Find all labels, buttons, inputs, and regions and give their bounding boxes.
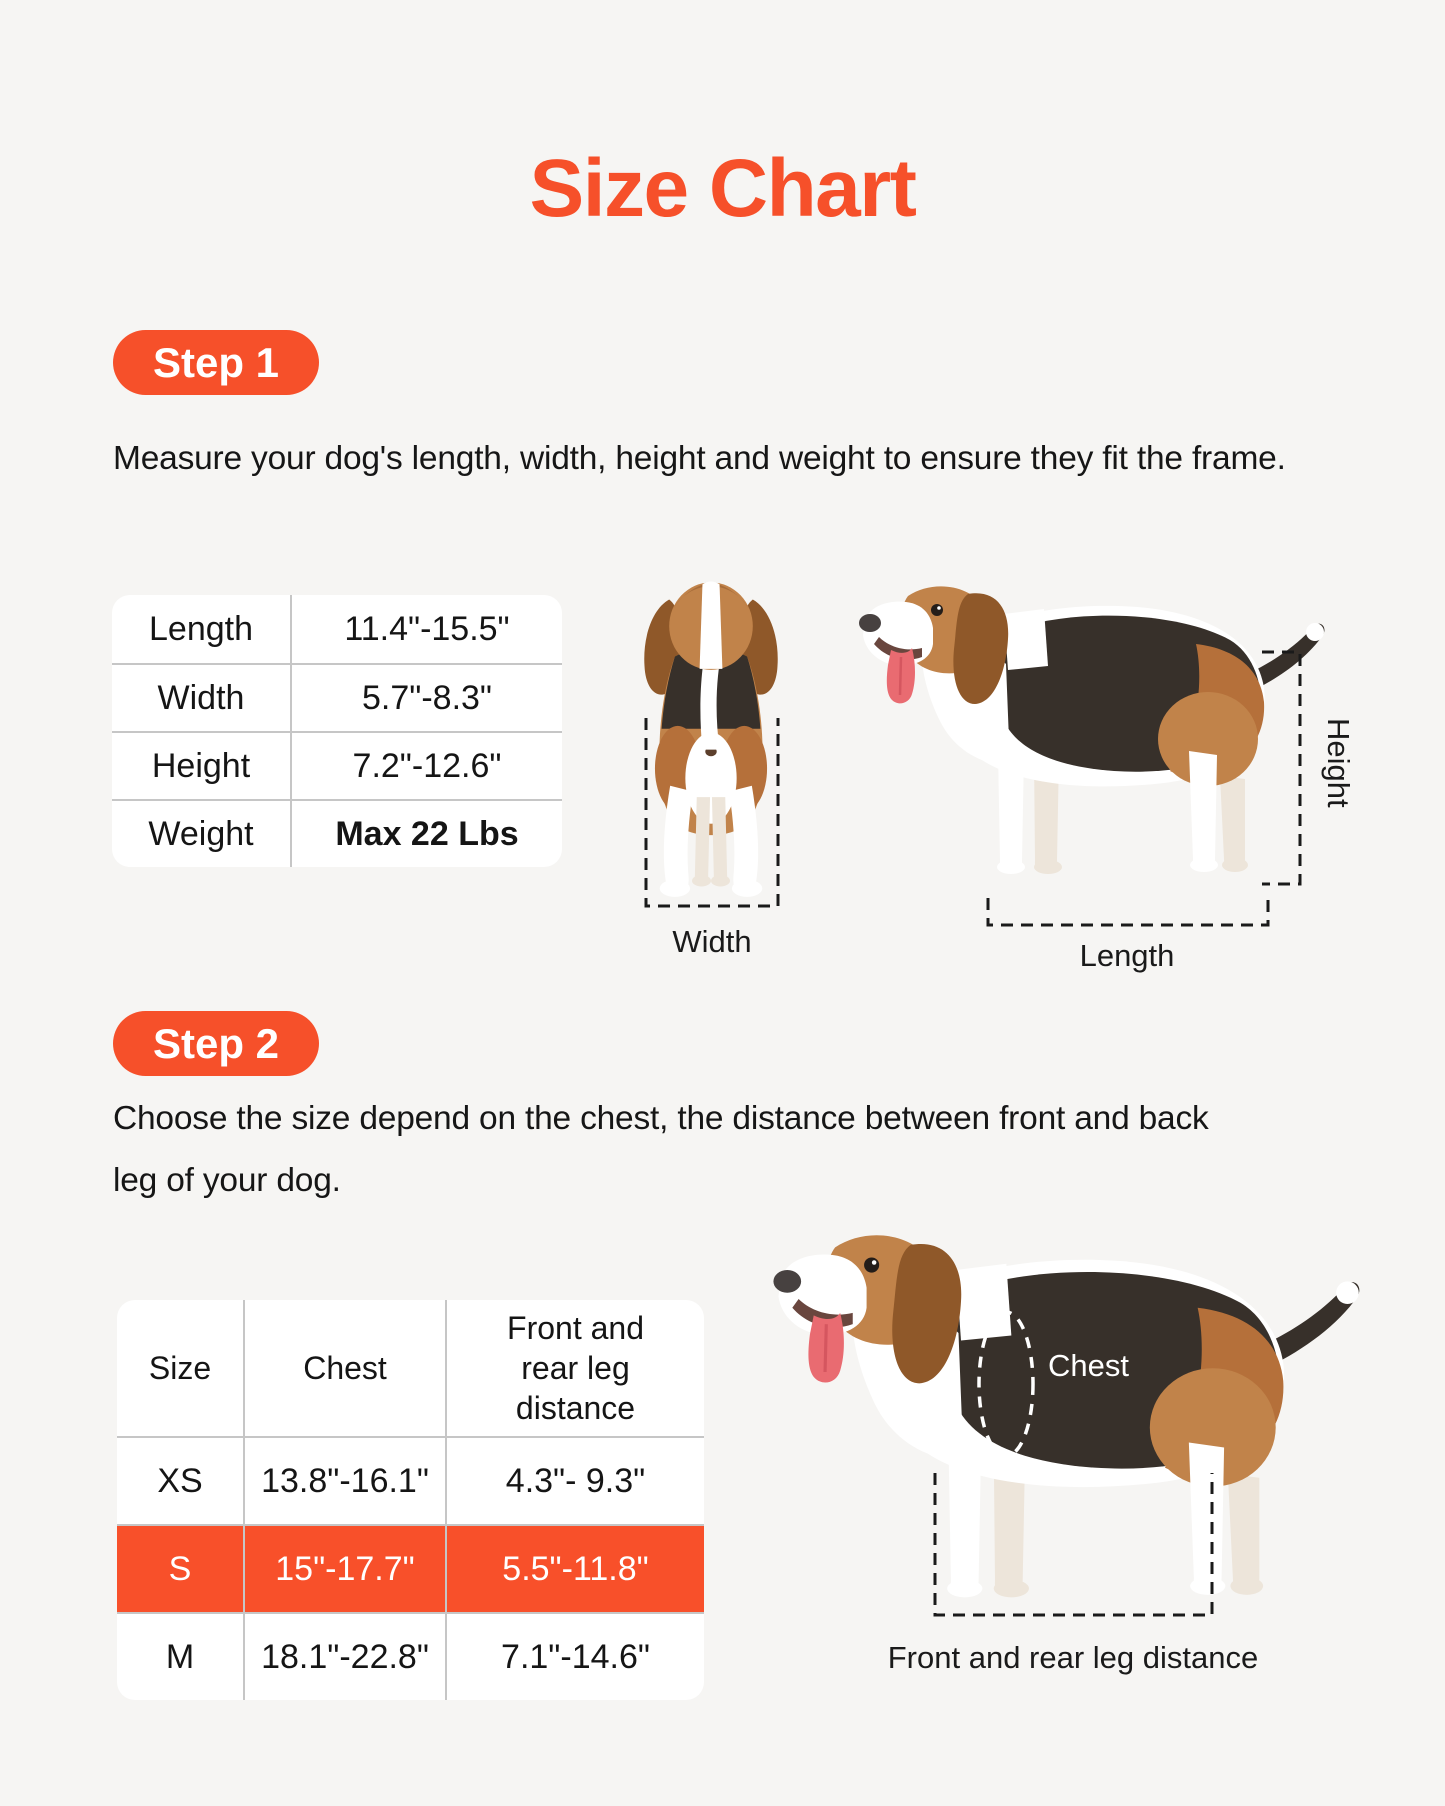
column-header-size: Size xyxy=(117,1300,245,1436)
length-label: Length xyxy=(1079,938,1175,973)
table-row xyxy=(112,799,562,867)
chest-cell: 13.8"-16.1" xyxy=(245,1438,447,1524)
step2-description-line2: leg of your dog. xyxy=(113,1162,341,1199)
step2-size-table xyxy=(117,1300,704,1700)
table-row xyxy=(112,731,562,799)
width-label: Width xyxy=(672,924,752,959)
chest-cell: 15"-17.7" xyxy=(245,1526,447,1612)
column-header-chest: Chest xyxy=(245,1300,447,1436)
leg-cell: 4.3"- 9.3" xyxy=(505,1461,646,1500)
row-value: 11.4"-15.5" xyxy=(344,609,510,648)
leg-cell: 7.1"-14.6" xyxy=(501,1637,650,1676)
length-measure-bracket xyxy=(986,898,1270,928)
size-row-m xyxy=(117,1612,704,1700)
row-label: Weight xyxy=(112,801,292,867)
row-value: Max 22 Lbs xyxy=(335,814,519,853)
step1-badge: Step 1 xyxy=(113,330,319,395)
table-row xyxy=(112,595,562,663)
dog-side-view-illustration xyxy=(858,552,1328,892)
chest-label: Chest xyxy=(1048,1348,1129,1383)
size-row-s-highlighted xyxy=(117,1524,704,1612)
leg-distance-label: Front and rear leg distance xyxy=(887,1640,1259,1675)
step1-measurement-table xyxy=(112,595,562,867)
dog-side-view-illustration xyxy=(772,1192,1364,1620)
size-cell: XS xyxy=(117,1438,245,1524)
size-row-xs xyxy=(117,1436,704,1524)
chest-cell: 18.1"-22.8" xyxy=(245,1614,447,1700)
table-row xyxy=(112,663,562,731)
size-cell: S xyxy=(117,1526,245,1612)
row-value: 7.2"-12.6" xyxy=(352,746,502,785)
dog-rear-view-illustration xyxy=(635,548,787,900)
row-label: Length xyxy=(112,595,292,663)
height-label: Height xyxy=(1321,718,1356,808)
leg-cell: 5.5"-11.8" xyxy=(502,1549,649,1588)
row-value: 5.7"-8.3" xyxy=(362,678,492,717)
step2-badge: Step 2 xyxy=(113,1011,319,1076)
step1-description: Measure your dog's length, width, height and weight to ensure they fit the frame. xyxy=(113,440,1286,477)
page-title: Size Chart xyxy=(529,143,916,234)
step2-description-line1: Choose the size depend on the chest, the distance between front and back xyxy=(113,1100,1209,1137)
row-label: Width xyxy=(112,665,292,731)
row-label: Height xyxy=(112,733,292,799)
size-cell: M xyxy=(117,1614,245,1700)
table-header-row xyxy=(117,1300,704,1436)
column-header-leg-distance: Front and rear leg distance xyxy=(507,1310,644,1426)
